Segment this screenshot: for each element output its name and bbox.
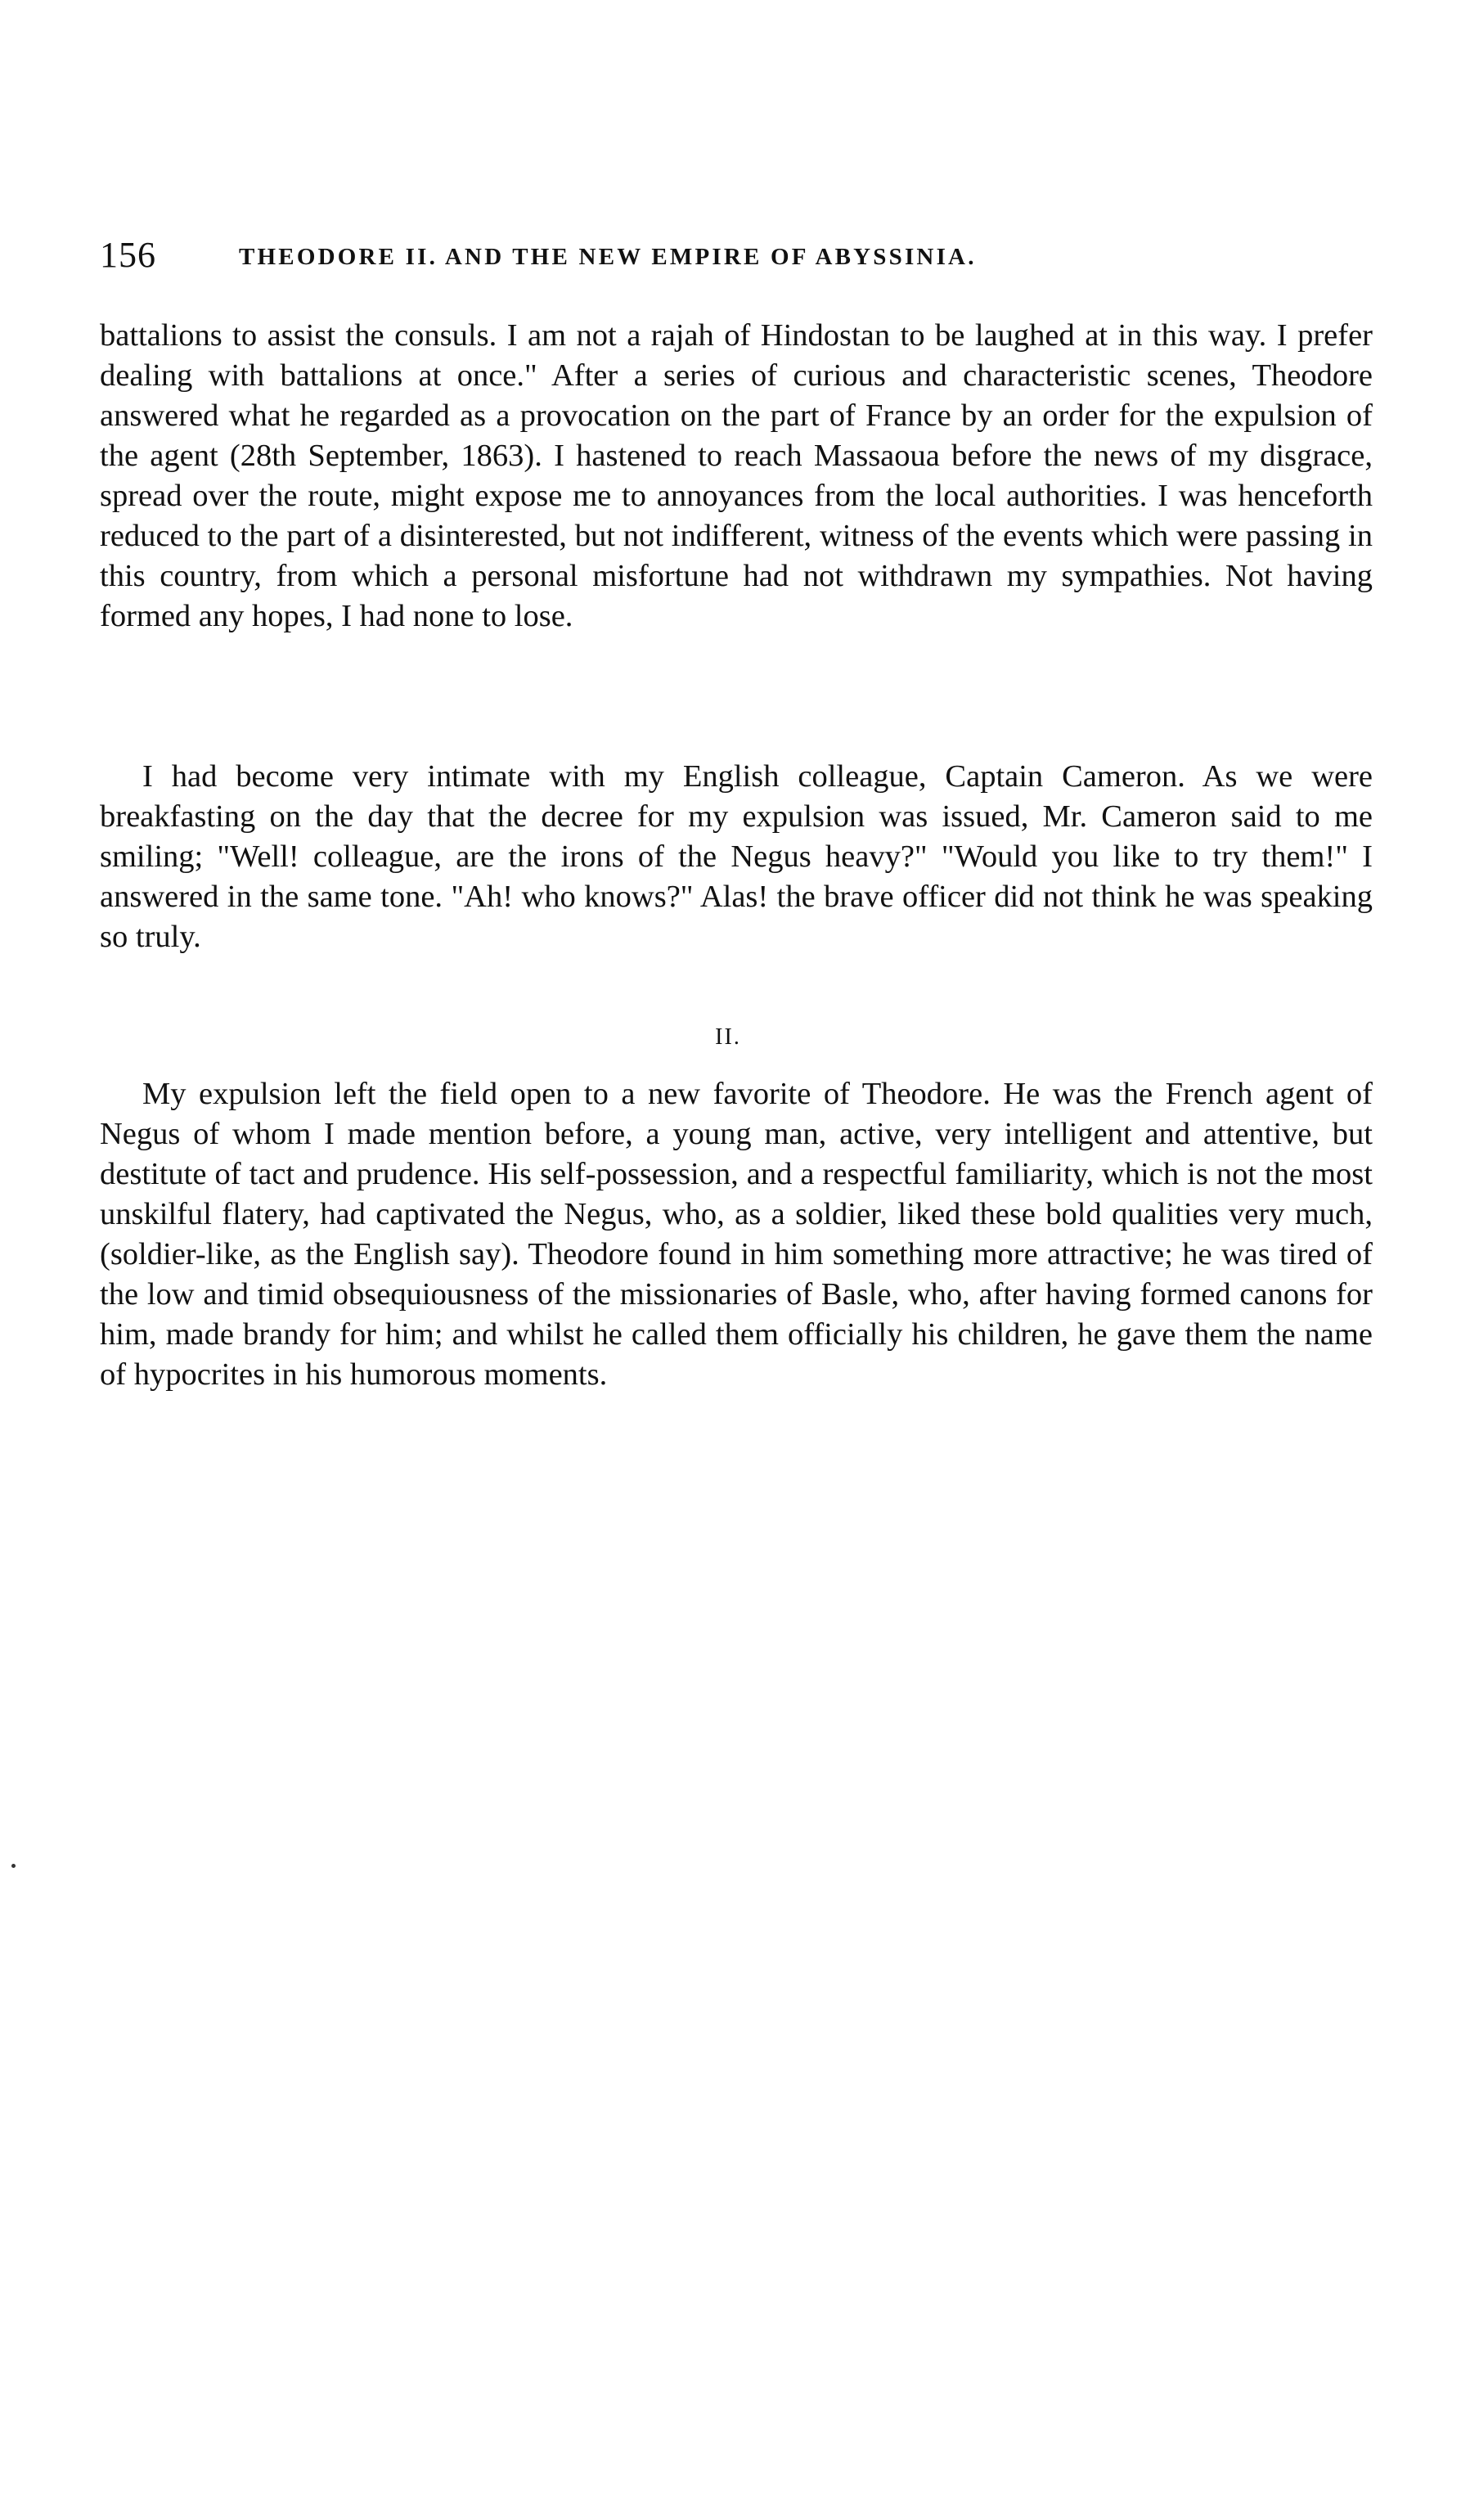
running-head bbox=[100, 231, 1376, 280]
paragraph-2: I had become very intimate with my English colleague, Captain Cameron. As we were breakfasting on the day that the decree for my expulsion was issued, Mr. Cameron said to me smiling; "Well! colleague, are the irons of the Negus heavy?" "Would you like to try them!" I answered in the same tone. "Ah! who knows?" Alas! the brave officer did not think he was speaking so truly. bbox=[100, 759, 1373, 954]
running-title: THEODORE II. AND THE NEW EMPIRE OF ABYSSINIA. bbox=[239, 244, 977, 270]
page-number: 156 bbox=[100, 235, 156, 275]
section-number: II. bbox=[715, 1024, 741, 1050]
paragraph-3: My expulsion left the field open to a new favorite of Theodore. He was the French agent of Negus of whom I made mention before, a young man, active, very intelligent and attentive, but destitute of tact and prudence. His self-possession, and a respectful familiarity, which is not the most unskilful flatery, had captivated the Negus, who, as a soldier, liked these bold qualities very much, (soldier-like, as the English say). Theodore found in him something more attractive; he was tired of the low and timid obsequiousness of the missionaries of Basle, who, after having formed canons for him, made brandy for him; and whilst he called them officially his children, he gave them the name of hypocrites in his humorous moments. bbox=[100, 1077, 1373, 1392]
paragraph-1: battalions to assist the consuls. I am not a rajah of Hindostan to be laughed at in this way. I prefer dealing with battalions at once." After a series of curious and characteristic scenes, Theodore answered what he regarded as a provocation on the part of France by an order for the expulsion of the agent (28th September, 1863). I hastened to reach Massaoua before the news of my disgrace, spread over the route, might expose me to annoyances from the local authorities. I was henceforth reduced to the part of a disinterested, but not indifferent, witness of the events which were passing in this country, from which a personal misfortune had not withdrawn my sympathies. Not having formed any hopes, I had none to lose. bbox=[100, 318, 1373, 633]
margin-speck bbox=[11, 1864, 16, 1868]
